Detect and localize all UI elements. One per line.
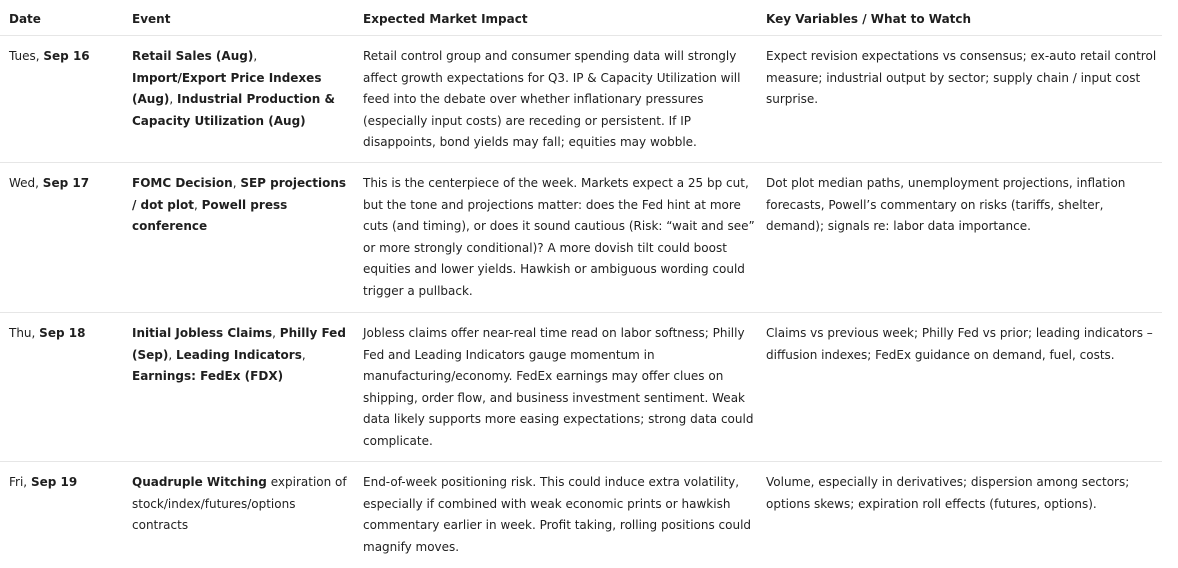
event-part: Retail Sales (Aug) — [132, 49, 254, 63]
date-cell — [0, 462, 123, 568]
event-cell — [123, 462, 354, 568]
event-part: Import/Export Price Indexes (Aug) — [132, 70, 322, 106]
event-part: Philly Fed (Sep) — [132, 326, 346, 362]
event-part: , — [272, 326, 280, 340]
event-part: Leading Indicators — [175, 347, 302, 362]
date-day: Sep 16 — [43, 49, 90, 63]
table-row — [0, 163, 1162, 313]
table-row — [0, 313, 1162, 462]
event-cell — [123, 313, 354, 461]
date-weekday: Thu, — [9, 326, 40, 340]
event-part: Powell press conference — [132, 197, 288, 233]
date-cell — [0, 36, 123, 162]
date-cell — [0, 163, 123, 312]
header-event: Event — [132, 12, 171, 26]
date-day: Sep 19 — [30, 475, 78, 489]
event-cell — [123, 163, 354, 312]
header-watch: Key Variables / What to Watch — [766, 12, 972, 26]
event-part: , — [168, 347, 176, 362]
date-day: Sep 17 — [42, 176, 90, 190]
event-part: , — [253, 49, 258, 63]
event-part: Earnings: FedEx (FDX) — [132, 369, 284, 383]
date-weekday: Wed, — [9, 176, 43, 190]
event-part: Initial Jobless Claims — [132, 326, 273, 340]
watch-cell: Expect revision expectations vs consensus; ex-auto retail control measure; industrial output by sector; supply chain / input cost surprise. — [766, 49, 1157, 106]
event-part: Quadruple Witching — [132, 475, 267, 489]
impact-cell: Jobless claims offer near-real time read on labor softness; Philly Fed and Leading Indicators gauge momentum in manufacturing/economy. FedEx earnings may offer clues on shipping, order flow, and business investment sentiment. Weak data likely supports more easing expectations; strong data could complicate. — [363, 326, 754, 448]
impact-cell: This is the centerpiece of the week. Markets expect a 25 bp cut, but the tone and projections matter: does the Fed hint at more cuts (and timing), or does it sound cautious (Risk: “wait and see” or more strongly conditional)? A more dovish tilt could boost equities and lower yields. Hawkish or ambiguous wording could trigger a pullback. — [363, 176, 755, 298]
event-part: , — [169, 92, 178, 106]
event-part: expiration of stock/index/futures/options contracts — [132, 475, 347, 532]
header-impact: Expected Market Impact — [363, 12, 528, 26]
event-part: FOMC Decision — [132, 176, 233, 190]
event-part: , — [301, 347, 306, 362]
date-weekday: Tues, — [9, 49, 44, 63]
watch-cell: Volume, especially in derivatives; dispersion among sectors; options skews; expiration roll effects (futures, options). — [766, 475, 1130, 511]
event-part: SEP projections / dot plot — [132, 176, 347, 212]
table-header-row — [0, 0, 1162, 36]
event-part: , — [232, 176, 241, 190]
table-row — [0, 36, 1162, 163]
impact-cell: Retail control group and consumer spending data will strongly affect growth expectations for Q3. IP & Capacity Utilization will feed into the debate over whether inflationary pressures (especially input costs) are receding or persistent. If IP disappoints, bond yields may fall; equities may wobble. — [363, 49, 741, 149]
date-day: Sep 18 — [39, 326, 86, 340]
impact-cell: End-of-week positioning risk. This could induce extra volatility, especially if combined with weak economic prints or hawkish commentary earlier in week. Profit taking, rolling positions could magnify moves. — [363, 475, 752, 554]
table-row — [0, 462, 1162, 568]
event-part: , — [194, 197, 202, 212]
date-cell — [0, 313, 123, 461]
watch-cell: Claims vs previous week; Philly Fed vs prior; leading indicators – diffusion indexes; FedEx guidance on demand, fuel, costs. — [766, 326, 1153, 362]
date-weekday: Fri, — [9, 475, 31, 489]
event-part: Industrial Production & Capacity Utilization (Aug) — [132, 92, 335, 128]
header-date: Date — [9, 12, 41, 26]
watch-cell: Dot plot median paths, unemployment projections, inflation forecasts, Powell’s commentary on risks (tariffs, shelter, demand); signals re: labor data importance. — [766, 176, 1126, 233]
event-cell — [123, 36, 354, 162]
